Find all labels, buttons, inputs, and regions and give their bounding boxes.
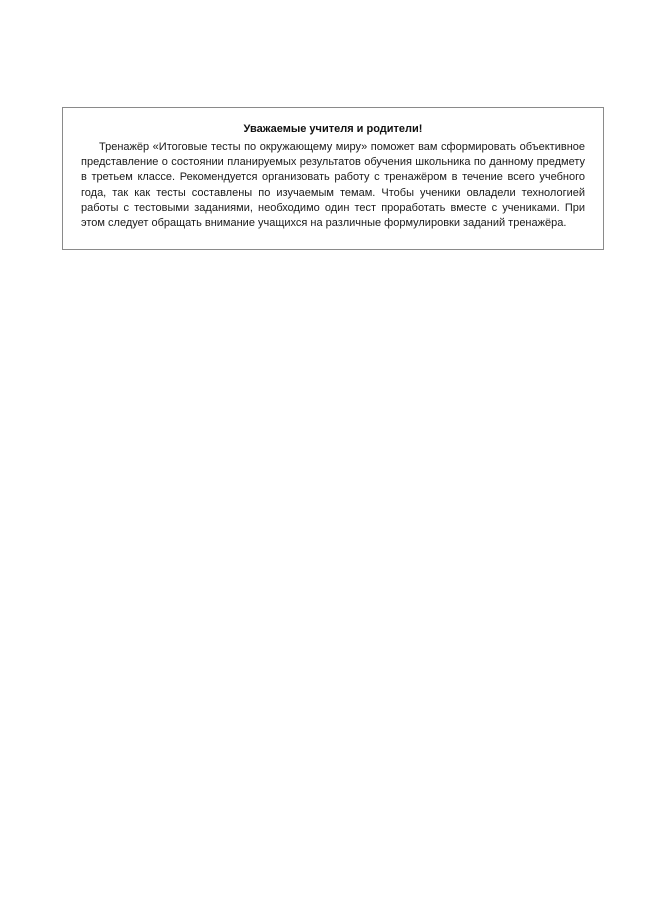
notice-box xyxy=(62,107,604,250)
notice-body: Тренажёр «Итоговые тесты по окружающему миру» поможет вам сформировать объективное представление о состоянии планируемых результатов обучения школьника по данному предмету в третьем классе. Рекомендуется организовать работу с тренажёром в течение всего учебного года, так как тесты составлены по изучаемым темам. Чтобы ученики овладели технологией работы с тестовыми заданиями, необходимо один тест проработать вместе с учениками. При этом следует обращать внимание учащихся на различные формулировки заданий тренажёра. xyxy=(81,141,585,230)
notice-title: Уважаемые учителя и родители! xyxy=(243,123,423,135)
